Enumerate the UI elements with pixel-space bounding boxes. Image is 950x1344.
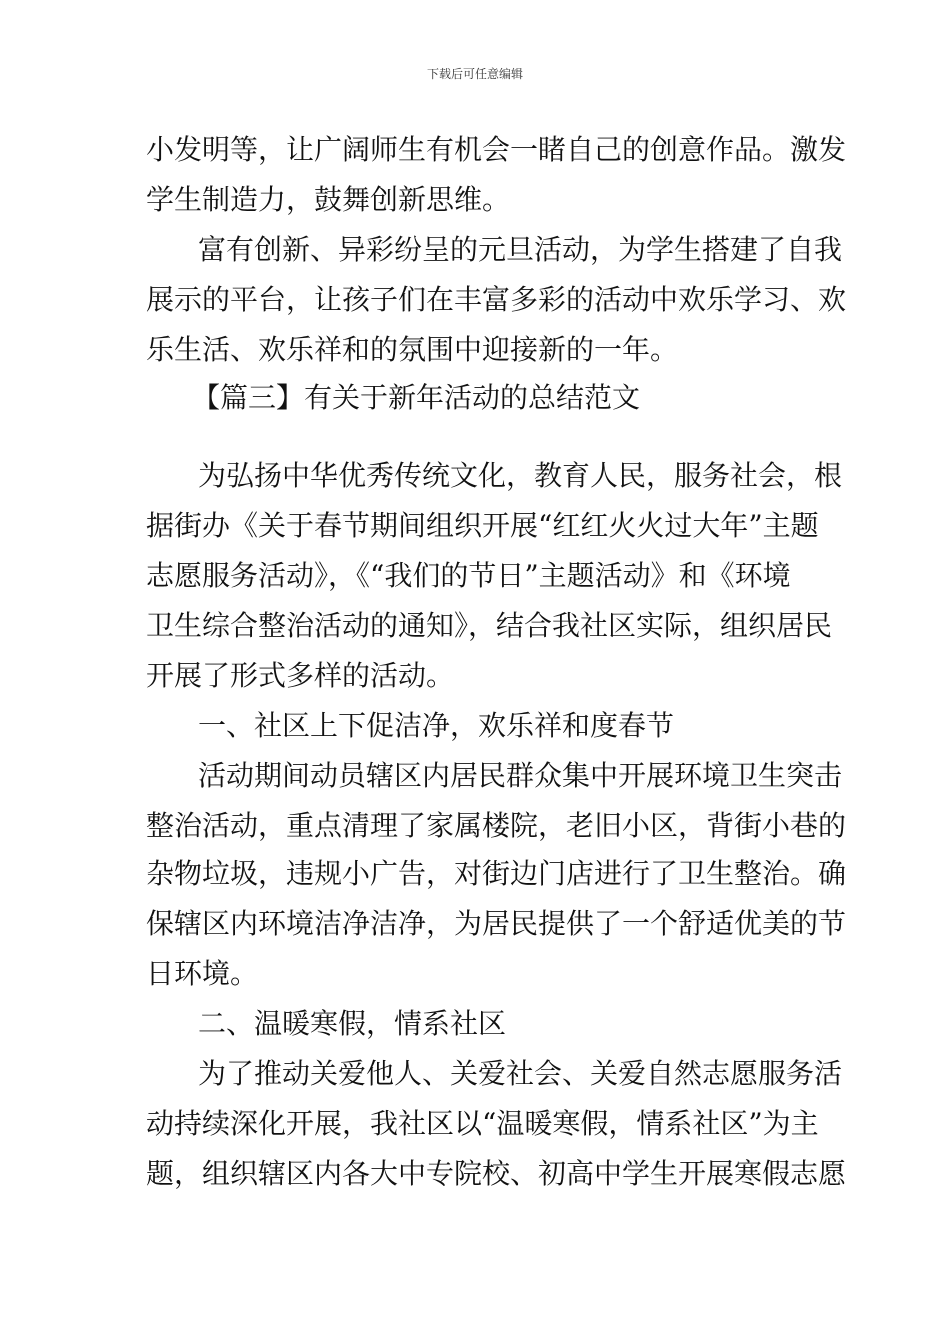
subsection-heading: 二、温暖寒假，情系社区 xyxy=(198,1007,507,1040)
subsection-heading: 一、社区上下促洁净，欢乐祥和度春节 xyxy=(198,709,675,742)
body-line: 卫生综合整治活动的通知》，结合我社区实际，组织居民 xyxy=(146,609,833,642)
paragraph-line: 为了推动关爱他人、关爱社会、关爱自然志愿服务活 xyxy=(198,1057,843,1090)
section-heading: 【篇三】有关于新年活动的总结范文 xyxy=(192,381,641,414)
body-line: 小发明等，让广阔师生有机会一睹自己的创意作品。激发 xyxy=(146,133,847,166)
body-line: 开展了形式多样的活动。 xyxy=(146,659,455,692)
body-line: 乐生活、欢乐祥和的氛围中迎接新的一年。 xyxy=(146,333,679,366)
page-header: 下载后可任意编辑 xyxy=(426,67,523,81)
body-line: 动持续深化开展，我社区以“温暖寒假，情系社区”为主 xyxy=(146,1107,819,1140)
body-line: 整治活动，重点清理了家属楼院，老旧小区，背街小巷的 xyxy=(146,809,847,842)
body-line: 志愿服务活动》，《“我们的节日”主题活动》和《环境 xyxy=(146,559,791,592)
body-line: 展示的平台，让孩子们在丰富多彩的活动中欢乐学习、欢 xyxy=(146,283,847,316)
body-line: 题，组织辖区内各大中专院校、初高中学生开展寒假志愿 xyxy=(146,1157,847,1190)
body-line: 日环境。 xyxy=(146,957,259,990)
paragraph-line: 富有创新、异彩纷呈的元旦活动，为学生搭建了自我 xyxy=(198,233,843,266)
paragraph-line: 为弘扬中华优秀传统文化，教育人民，服务社会，根 xyxy=(198,459,843,492)
body-line: 据街办《关于春节期间组织开展“红红火火过大年”主题 xyxy=(146,509,819,542)
body-line: 杂物垃圾，违规小广告，对街边门店进行了卫生整治。确 xyxy=(146,857,847,890)
body-line: 保辖区内环境洁净洁净，为居民提供了一个舒适优美的节 xyxy=(146,907,847,940)
body-line: 学生制造力，鼓舞创新思维。 xyxy=(146,183,511,216)
paragraph-line: 活动期间动员辖区内居民群众集中开展环境卫生突击 xyxy=(198,759,843,792)
